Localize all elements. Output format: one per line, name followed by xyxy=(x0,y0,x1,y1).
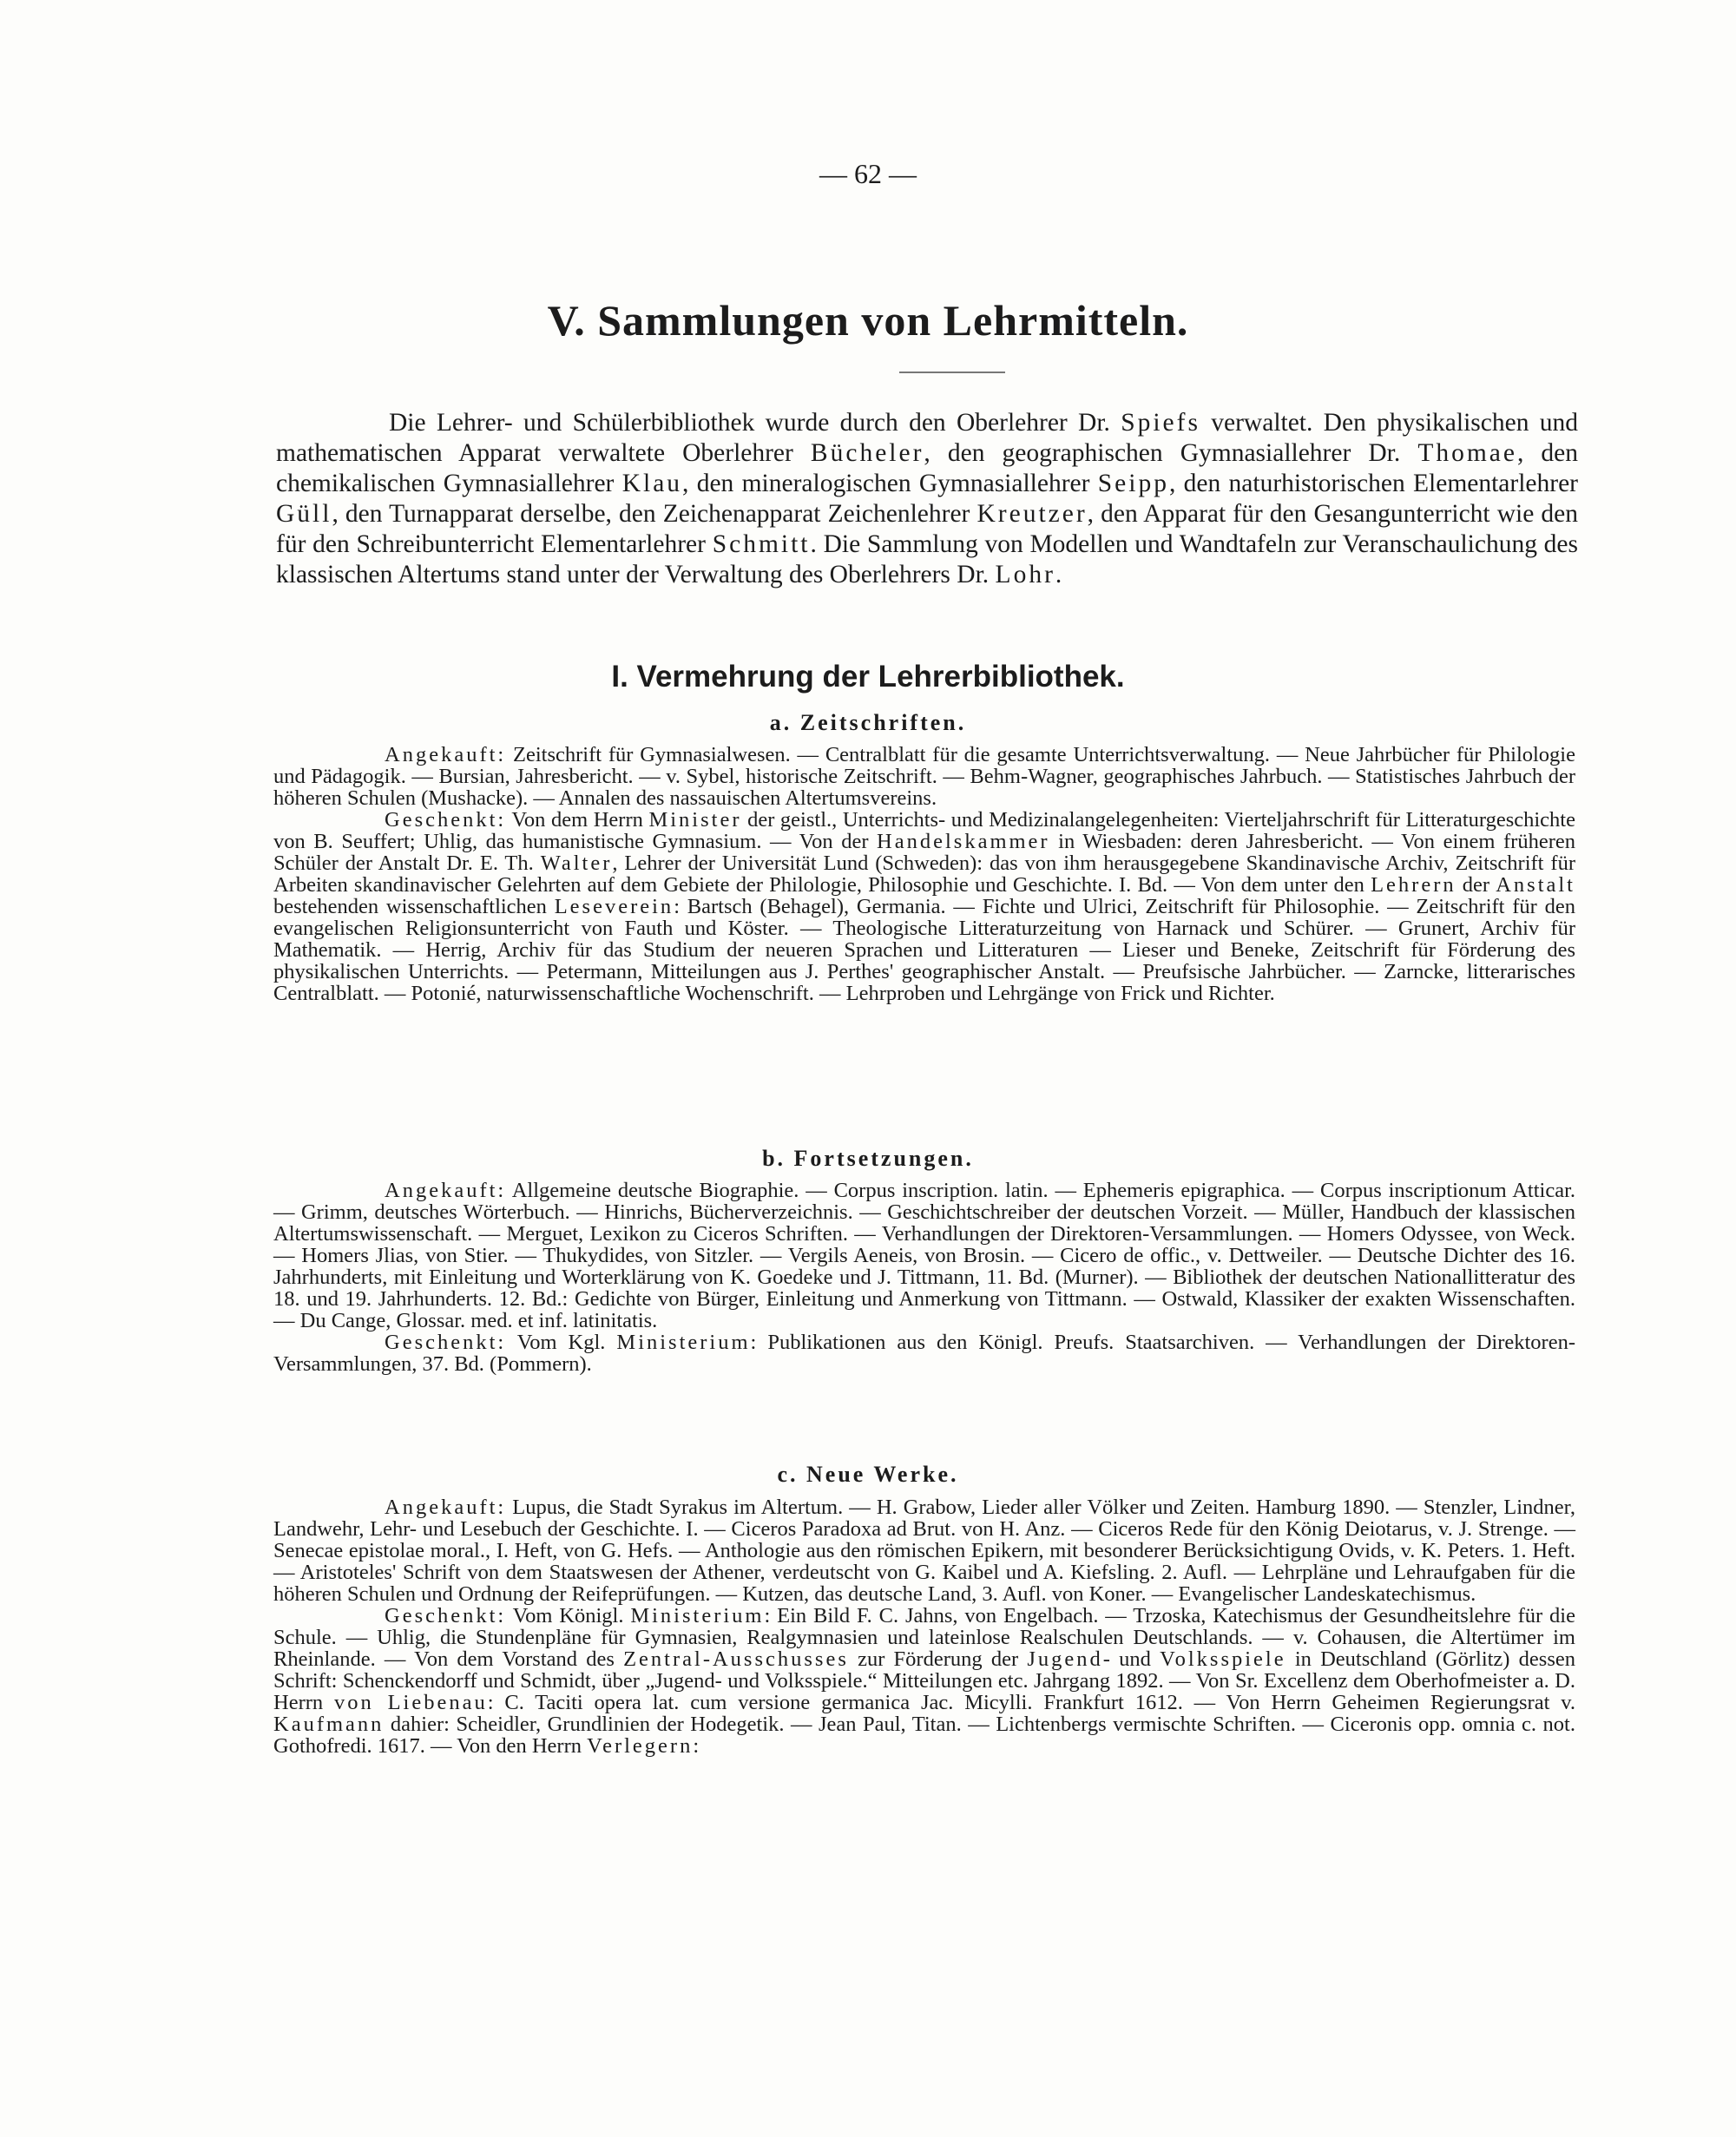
name-spaced: Seipp xyxy=(1097,470,1169,497)
name-spaced: Kreutzer xyxy=(976,500,1088,528)
gifted-text: Von dem Herrn xyxy=(506,808,649,832)
gifted-text: , Lehrer der Universität Lund (Schweden): das von ihm herausgegebene Skandinavische Archiv, Zeitschrift für Arbeiten skandinavischer Gelehrten auf dem Gebiete der Philologie, Philosophie und Geschichte. I. Bd. — Von dem unter den xyxy=(273,852,1575,897)
gifted-text: : Publikationen aus den Königl. Preufs. Staatsarchiven. — Verhandlungen der Direktoren-Versammlungen, 37. Bd. (Pommern). xyxy=(273,1331,1575,1376)
name-spaced: Ministerium xyxy=(630,1604,765,1627)
gifted-text: : C. Taciti opera lat. cum versione germanica Jac. Micylli. Frankfurt 1612. — Von Herrn Geheimen Regierungsrat v. xyxy=(487,1691,1575,1714)
chapter-title: V. Sammlungen von Lehrmitteln. xyxy=(547,296,1189,345)
gifted-text: in Deutschland (Görlitz) dessen Schrift: Schenckendorff und Schmidt, über „Jugend- und Volksspiele.“ Mitteilungen etc. Jahrgang 1892. — Von Sr. Excellenz dem Oberhofmeister a. D. Herrn xyxy=(273,1647,1575,1714)
gifted-text: Vom Königl. xyxy=(506,1604,631,1627)
name-spaced: Ministerium xyxy=(616,1331,751,1354)
gifted-label: Geschenkt: xyxy=(385,1604,507,1627)
name-spaced: Verlegern xyxy=(587,1734,694,1758)
purchased-label: Angekauft: xyxy=(385,1179,507,1202)
name-spaced: Klau xyxy=(621,470,683,497)
gifted-text: bestehenden wissenschaftlichen xyxy=(273,895,555,918)
intro-text: , den naturhistorischen Elementarlehrer xyxy=(1168,470,1579,497)
name-spaced: von Liebenau xyxy=(333,1691,488,1714)
title-divider xyxy=(899,372,1005,373)
gifted-text: : Ein Bild F. C. Jahns, von Engelbach. — Trzoska, Katechismus der Gesundheitslehre für die Schule. — Uhlig, die Stundenpläne für Gymnasien, Realgymnasien und lateinlose Realschulen Deutschlands. — v. Cohausen, die Altertümer im Rheinlande. — Von dem Vorstand des xyxy=(273,1604,1575,1671)
gifted-text: : xyxy=(693,1734,700,1758)
subsection-heading-c: c. Neue Werke. xyxy=(777,1462,959,1487)
name-spaced: Anstalt xyxy=(1496,873,1575,897)
name-spaced: Jugend xyxy=(1027,1647,1103,1671)
name-spaced: Zentral-Ausschusses xyxy=(623,1647,849,1671)
subsection-a-body xyxy=(273,744,1575,1004)
name-spaced: Bücheler xyxy=(810,439,924,467)
gifted-label: Geschenkt: xyxy=(385,1331,507,1354)
gifted-text: dahier: Scheidler, Grundlinien der Hodegetik. — Jean Paul, Titan. — Lichtenbergs vermischte Schriften. — Ciceronis opp. omnia c. not. Gothofredi. 1617. — Von den Herrn xyxy=(273,1713,1575,1758)
intro-text: , den Apparat für den Gesangunterricht wie den für den Schreibunterricht Elementarlehrer xyxy=(276,500,1578,558)
name-spaced: Schmitt xyxy=(712,530,811,558)
purchased-paragraph xyxy=(273,1180,1575,1332)
subsection-b-body xyxy=(273,1180,1575,1375)
name-spaced: Leseverein xyxy=(554,895,674,918)
gifted-text: zur Förderung der xyxy=(848,1647,1028,1671)
intro-text: , den mineralogischen Gymnasiallehrer xyxy=(682,470,1098,497)
name-spaced: Walter xyxy=(540,852,613,875)
intro-text: verwaltet. Den physikalischen und mathematischen Apparat verwaltete Oberlehrer xyxy=(276,409,1578,467)
page-number: — 62 — xyxy=(819,158,917,189)
name-spaced: Minister xyxy=(648,808,742,832)
gifted-paragraph xyxy=(273,809,1575,1004)
gifted-text: : Bartsch (Behagel), Germania. — Fichte und Ulrici, Zeitschrift für Philosophie. — Zeitschrift für den evangelischen Religionsunterricht von Fauth und Köster. — Theologische Litteraturzeitung von Harnack und Schürer. — Grunert, Archiv für Mathematik. — Herrig, Archiv für das Studium der neueren Sprachen und Litteraturen — Lieser und Beneke, Zeitschrift für Förderung des physikalischen Unterrichts. — Petermann, Mitteilungen aus J. Perthes' geographischer Anstalt. — Preufsische Jahrbücher. — Zarncke, litterarisches Centralblatt. — Potonié, naturwissenschaftliche Wochenschrift. — Lehrproben und Lehrgänge von Frick und Richter. xyxy=(273,895,1575,1005)
intro-text: , den chemikalischen Gymnasiallehrer xyxy=(276,439,1579,497)
gifted-text: Vom Kgl. xyxy=(506,1331,617,1354)
name-spaced: Lohr xyxy=(995,561,1055,588)
intro-paragraph xyxy=(276,408,1578,590)
intro-text: , den geographischen Gymnasiallehrer Dr. xyxy=(924,439,1418,467)
purchased-paragraph xyxy=(273,744,1575,809)
gifted-paragraph xyxy=(273,1332,1575,1375)
name-spaced: Spiefs xyxy=(1121,409,1200,437)
name-spaced: Güll xyxy=(276,500,332,528)
gifted-text: in Wiesbaden: deren Jahresbericht. — Von einem früheren Schüler der Anstalt Dr. E. Th. xyxy=(273,830,1575,875)
name-spaced: Lehrern xyxy=(1371,873,1457,897)
intro-text: , den Turnapparat derselbe, den Zeichenapparat Zeichenlehrer xyxy=(332,500,977,528)
purchased-paragraph xyxy=(273,1496,1575,1605)
subsection-c-body xyxy=(273,1496,1575,1757)
purchased-label: Angekauft: xyxy=(385,743,507,766)
name-spaced: Handelskammer xyxy=(877,830,1050,853)
section-title: I. Vermehrung der Lehrerbibliothek. xyxy=(611,660,1125,694)
subsection-heading-b: b. Fortsetzungen. xyxy=(762,1146,974,1171)
purchased-label: Angekauft: xyxy=(385,1496,507,1519)
purchased-text: Lupus, die Stadt Syrakus im Altertum. — H. Grabow, Lieder aller Völker und Zeiten. Hamburg 1890. — Stenzler, Lindner, Landwehr, Lehr- und Lesebuch der Geschichte. I. — Ciceros Paradoxa ad Brut. von H. Anz. — Ciceros Rede für den König Deiotarus, v. J. Strenge. — Senecae epistolae moral., I. Heft, von G. Hefs. — Anthologie aus den römischen Epikern, mit besonderer Berücksichtigung Ovids, v. K. Peters. 1. Heft. — Aristoteles' Schrift von dem Staatswesen der Athener, verdeutscht von G. Kaibel und A. Kiefsling. 2. Aufl. — Lehrpläne und Lehraufgaben für die höheren Schulen und Ordnung der Reifeprüfungen. — Kutzen, das deutsche Land, 3. Aufl. von Koner. — Evangelischer Landeskatechismus. xyxy=(273,1496,1575,1606)
intro-text: . xyxy=(1055,561,1062,588)
name-spaced: Volksspiele xyxy=(1160,1647,1286,1671)
intro-text: Die Lehrer- und Schülerbibliothek wurde durch den Oberlehrer Dr. xyxy=(389,409,1121,437)
name-spaced: Thomae xyxy=(1417,439,1517,467)
gifted-text: - und xyxy=(1102,1647,1161,1671)
gifted-text: der xyxy=(1456,873,1496,897)
gifted-text: der geistl., Unterrichts- und Medizinalangelegenheiten: Vierteljahrschrift für Litteraturgeschichte von B. Seuffert; Uhlig, das humanistische Gymnasium. — Von der xyxy=(273,808,1575,853)
purchased-text: Allgemeine deutsche Biographie. — Corpus inscription. latin. — Ephemeris epigraphica. — Corpus inscriptionum Atticar. — Grimm, deutsches Wörterbuch. — Hinrichs, Bücherverzeichnis. — Geschichtschreiber der deutschen Vorzeit. — Müller, Handbuch der klassischen Altertumswissenschaft. — Merguet, Lexikon zu Ciceros Schriften. — Verhandlungen der Direktoren-Versammlungen. — Homers Odyssee, von Weck. — Homers Jlias, von Stier. — Thukydides, von Sitzler. — Vergils Aeneis, von Brosin. — Cicero de offic., v. Dettweiler. — Deutsche Dichter des 16. Jahrhunderts, mit Einleitung und Worterklärung von K. Goedeke und J. Tittmann, 11. Bd. (Murner). — Bibliothek der deutschen Nationallitteratur des 18. und 19. Jahrhunderts. 12. Bd.: Gedichte von Bürger, Einleitung und Anmerkung von Tittmann. — Ostwald, Klassiker der exakten Wissenschaften. — Du Cange, Glossar. med. et inf. latinitatis. xyxy=(273,1179,1575,1332)
gifted-paragraph xyxy=(273,1605,1575,1757)
purchased-text: Zeitschrift für Gymnasialwesen. — Centralblatt für die gesamte Unterrichtsverwaltung. — Neue Jahrbücher für Philologie und Pädagogik. — Bursian, Jahresbericht. — v. Sybel, historische Zeitschrift. — Behm-Wagner, geographisches Jahrbuch. — Statistisches Jahrbuch der höheren Schulen (Mushacke). — Annalen des nassauischen Altertumsvereins. xyxy=(273,743,1575,810)
name-spaced: Kaufmann xyxy=(273,1713,385,1736)
gifted-label: Geschenkt: xyxy=(385,808,507,832)
subsection-heading-a: a. Zeitschriften. xyxy=(769,710,967,735)
intro-text: . Die Sammlung von Modellen und Wandtafeln zur Veranschaulichung des klassischen Altertums stand unter der Verwaltung des Oberlehrers Dr. xyxy=(276,530,1578,588)
